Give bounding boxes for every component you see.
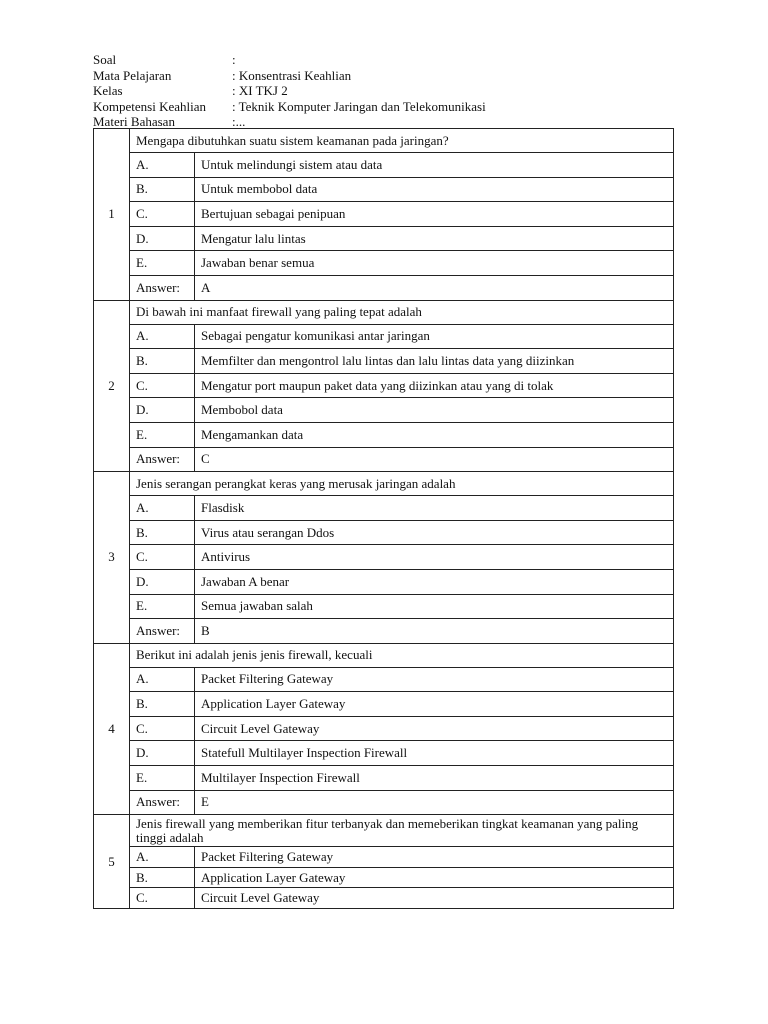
option-text: Bertujuan sebagai penipuan	[195, 202, 674, 227]
option-letter: A.	[130, 667, 195, 692]
option-text: Mengatur lalu lintas	[195, 226, 674, 251]
option-text: Memfilter dan mengontrol lalu lintas dan lalu lintas data yang diizinkan	[195, 349, 674, 374]
option-row	[94, 692, 674, 717]
option-row	[94, 373, 674, 398]
option-row	[94, 422, 674, 447]
header-value: :	[232, 52, 236, 67]
option-row	[94, 349, 674, 374]
option-row	[94, 569, 674, 594]
question-number: 2	[94, 300, 130, 472]
answer-row	[94, 619, 674, 644]
option-row	[94, 766, 674, 791]
question-text: Jenis serangan perangkat keras yang merusak jaringan adalah	[130, 472, 674, 496]
option-letter: E.	[130, 422, 195, 447]
option-row	[94, 202, 674, 227]
option-row	[94, 496, 674, 521]
answer-label: Answer:	[130, 790, 195, 815]
answer-value: A	[195, 275, 674, 300]
option-text: Jawaban benar semua	[195, 251, 674, 276]
question-text: Berikut ini adalah jenis jenis firewall, kecuali	[130, 643, 674, 667]
header-value: :...	[232, 114, 246, 129]
option-letter: E.	[130, 594, 195, 619]
header-label: Kelas	[93, 83, 123, 98]
answer-label: Answer:	[130, 275, 195, 300]
question-text: Jenis firewall yang memberikan fitur terbanyak dan memeberikan tingkat keamanan yang paling tinggi adalah	[130, 815, 674, 847]
question-number: 5	[94, 815, 130, 909]
option-text: Antivirus	[195, 545, 674, 570]
option-text: Sebagai pengatur komunikasi antar jaringan	[195, 324, 674, 349]
option-text: Circuit Level Gateway	[195, 888, 674, 909]
answer-value: B	[195, 619, 674, 644]
option-text: Untuk membobol data	[195, 177, 674, 202]
option-letter: B.	[130, 867, 195, 888]
answer-row	[94, 790, 674, 815]
answer-value: C	[195, 447, 674, 472]
option-row	[94, 226, 674, 251]
option-letter: C.	[130, 202, 195, 227]
document-header	[93, 52, 673, 130]
option-letter: B.	[130, 177, 195, 202]
header-value: : XI TKJ 2	[232, 83, 288, 98]
header-label: Mata Pelajaran	[93, 67, 172, 83]
option-letter: C.	[130, 373, 195, 398]
option-text: Application Layer Gateway	[195, 692, 674, 717]
option-row	[94, 398, 674, 423]
option-row	[94, 324, 674, 349]
question-number: 3	[94, 472, 130, 644]
option-row	[94, 888, 674, 909]
question-table	[93, 128, 674, 909]
option-letter: C.	[130, 716, 195, 741]
answer-value: E	[195, 790, 674, 815]
option-row	[94, 741, 674, 766]
header-label: Kompetensi Keahlian	[93, 98, 206, 114]
option-letter: C.	[130, 545, 195, 570]
option-letter: B.	[130, 349, 195, 374]
header-row	[93, 68, 673, 84]
option-row	[94, 594, 674, 619]
answer-label: Answer:	[130, 619, 195, 644]
option-row	[94, 153, 674, 178]
header-value: : Konsentrasi Keahlian	[232, 67, 352, 83]
answer-row	[94, 275, 674, 300]
option-row	[94, 867, 674, 888]
option-text: Application Layer Gateway	[195, 867, 674, 888]
option-letter: D.	[130, 741, 195, 766]
option-row	[94, 520, 674, 545]
option-letter: A.	[130, 847, 195, 868]
header-row	[93, 52, 673, 68]
question-row	[94, 472, 674, 496]
question-number: 4	[94, 643, 130, 815]
header-label: Soal	[93, 52, 117, 67]
option-text: Flasdisk	[195, 496, 674, 521]
option-text: Mengamankan data	[195, 422, 674, 447]
option-row	[94, 716, 674, 741]
option-text: Circuit Level Gateway	[195, 716, 674, 741]
option-letter: A.	[130, 324, 195, 349]
option-letter: D.	[130, 226, 195, 251]
option-text: Jawaban A benar	[195, 569, 674, 594]
question-number: 1	[94, 129, 130, 301]
question-row	[94, 815, 674, 847]
option-letter: A.	[130, 153, 195, 178]
header-value: : Teknik Komputer Jaringan dan Telekomunikasi	[232, 98, 486, 114]
option-text: Virus atau serangan Ddos	[195, 520, 674, 545]
option-text: Multilayer Inspection Firewall	[195, 766, 674, 791]
option-row	[94, 177, 674, 202]
question-text: Mengapa dibutuhkan suatu sistem keamanan pada jaringan?	[130, 129, 674, 153]
option-text: Mengatur port maupun paket data yang diizinkan atau yang di tolak	[195, 373, 674, 398]
option-letter: E.	[130, 766, 195, 791]
option-text: Statefull Multilayer Inspection Firewall	[195, 741, 674, 766]
header-label: Materi Bahasan	[93, 114, 175, 129]
question-row	[94, 300, 674, 324]
option-row	[94, 545, 674, 570]
option-letter: E.	[130, 251, 195, 276]
option-text: Packet Filtering Gateway	[195, 667, 674, 692]
question-row	[94, 129, 674, 153]
option-row	[94, 667, 674, 692]
question-text: Di bawah ini manfaat firewall yang paling tepat adalah	[130, 300, 674, 324]
answer-row	[94, 447, 674, 472]
header-row	[93, 99, 673, 115]
answer-label: Answer:	[130, 447, 195, 472]
option-letter: C.	[130, 888, 195, 909]
option-row	[94, 847, 674, 868]
option-letter: D.	[130, 569, 195, 594]
option-text: Packet Filtering Gateway	[195, 847, 674, 868]
option-text: Membobol data	[195, 398, 674, 423]
header-row	[93, 83, 673, 99]
option-letter: B.	[130, 520, 195, 545]
option-row	[94, 251, 674, 276]
option-letter: A.	[130, 496, 195, 521]
option-text: Untuk melindungi sistem atau data	[195, 153, 674, 178]
option-letter: B.	[130, 692, 195, 717]
question-row	[94, 643, 674, 667]
option-text: Semua jawaban salah	[195, 594, 674, 619]
option-letter: D.	[130, 398, 195, 423]
